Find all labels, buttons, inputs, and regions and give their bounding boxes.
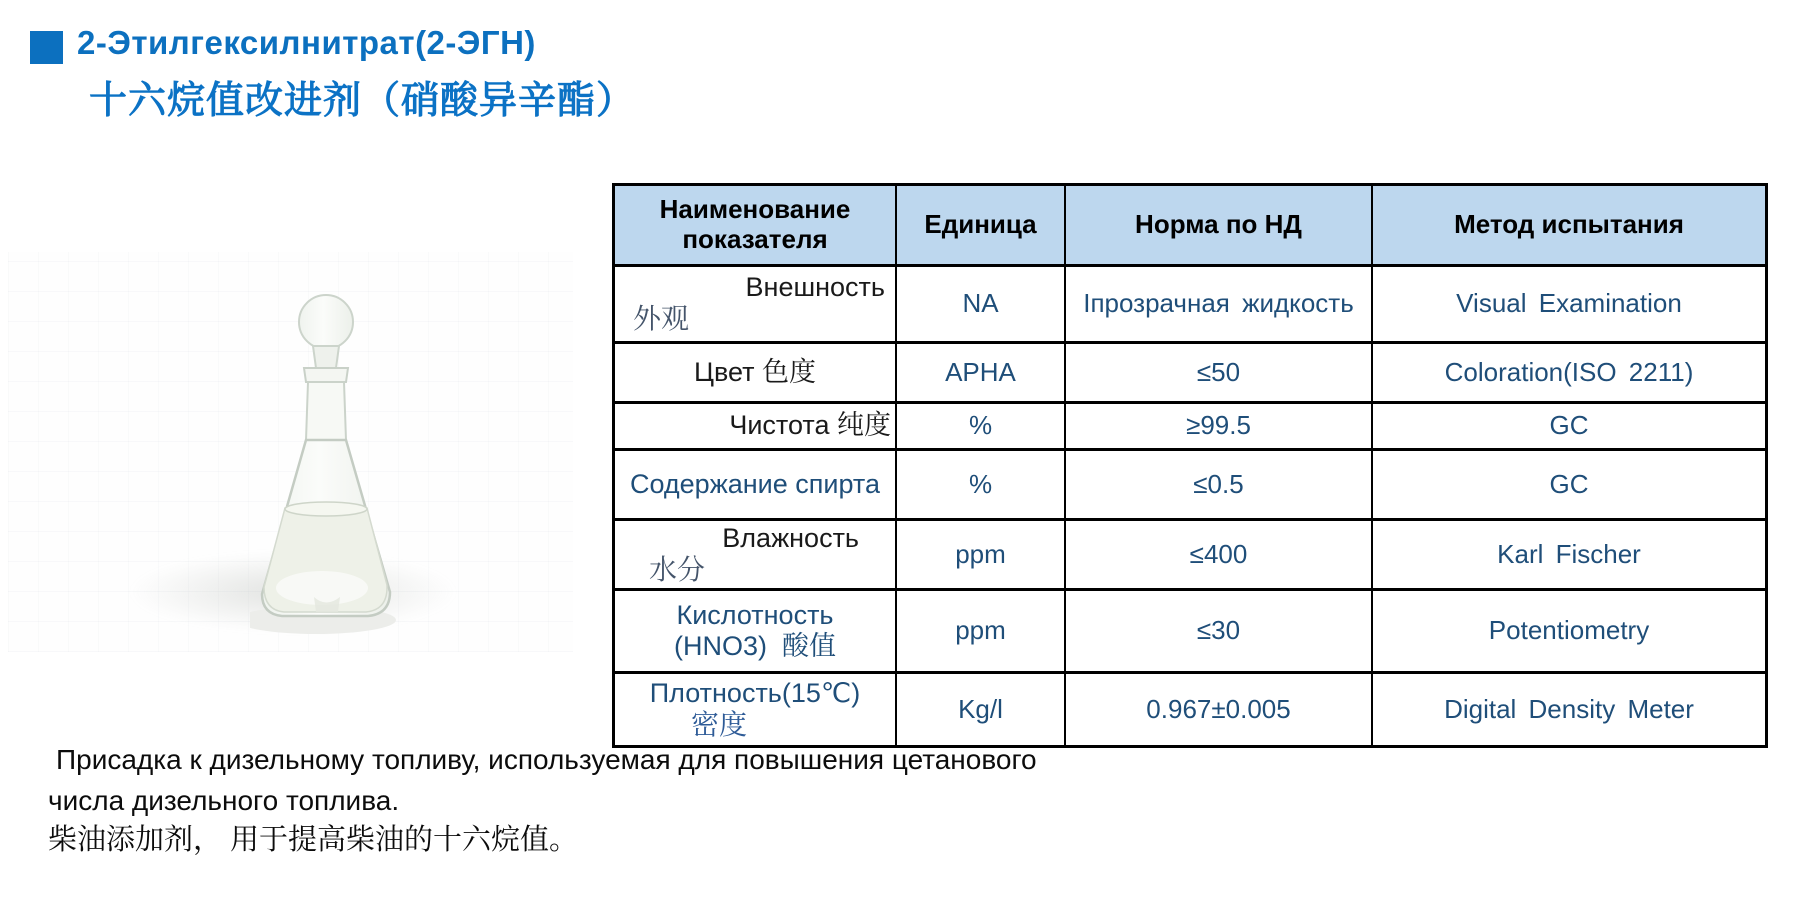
row-alcohol-norm: ≤0.5 [1066, 451, 1373, 521]
row-density-name [615, 674, 897, 745]
spec-table [612, 183, 1768, 748]
description-russian: Присадка к дизельному топливу, используемая для повышения цетанового числа дизельного топлива. [48, 744, 1037, 816]
indicator-ru: Кислотность [676, 599, 834, 630]
row-alcohol-unit: % [897, 451, 1066, 521]
col-header-method: Метод испытания [1373, 186, 1765, 267]
row-appearance-norm: Iпрозрачная жидкость [1066, 267, 1373, 344]
indicator-zh: 密度 [691, 708, 748, 740]
row-moisture-name [615, 521, 897, 591]
row-acidity-name [615, 591, 897, 674]
flask-icon [250, 282, 400, 642]
row-alcohol-name [615, 451, 897, 521]
indicator-ru: Плотность(15℃) [649, 677, 861, 708]
row-appearance-method: Visual Examination [1373, 267, 1765, 344]
row-purity-method: GC [1373, 404, 1765, 451]
col-header-indicator: Наименование показателя [615, 186, 897, 267]
row-acidity-method: Potentiometry [1373, 591, 1765, 674]
col-header-unit: Единица [897, 186, 1066, 267]
row-color-unit: APHA [897, 344, 1066, 404]
indicator-ru: Чистота 纯度 [729, 410, 891, 441]
row-acidity-norm: ≤30 [1066, 591, 1373, 674]
row-moisture-method: Karl Fischer [1373, 521, 1765, 591]
indicator-zh: 水分 [649, 553, 706, 585]
col-header-norm: Норма по НД [1066, 186, 1373, 267]
row-moisture-norm: ≤400 [1066, 521, 1373, 591]
blue-square-bullet-icon [30, 31, 63, 64]
indicator-ru: Влажность [722, 522, 859, 553]
indicator-ru: Внешность [745, 272, 885, 303]
indicator-zh: 外观 [633, 303, 690, 335]
row-appearance-name [615, 267, 897, 344]
row-density-unit: Kg/l [897, 674, 1066, 745]
row-purity-norm: ≥99.5 [1066, 404, 1373, 451]
row-purity-unit: % [897, 404, 1066, 451]
row-purity-name [615, 404, 897, 451]
indicator-ru-zh: (HNO3) 酸值 [674, 631, 836, 661]
page-title-russian: 2-Этилгексилнитрат(2-ЭГН) [77, 24, 536, 61]
row-alcohol-method: GC [1373, 451, 1765, 521]
row-density-method: Digital Density Meter [1444, 693, 1694, 724]
indicator-ru: Содержание спирта [629, 468, 880, 499]
description-chinese: 柴油添加剂， 用于提高柴油的十六烷值。 [48, 824, 579, 856]
row-appearance-unit: NA [897, 267, 1066, 344]
product-photo [8, 252, 573, 652]
row-color-norm: ≤50 [1066, 344, 1373, 404]
row-color-method: Coloration(ISO 2211) [1373, 344, 1765, 404]
row-density-norm: 0.967±0.005 [1066, 674, 1373, 745]
row-color-name [615, 344, 897, 404]
row-moisture-unit: ppm [897, 521, 1066, 591]
indicator-ru: Цвет 色度 [693, 356, 816, 387]
page-title-chinese: 十六烷值改进剂（硝酸异辛酯） [89, 80, 636, 122]
row-acidity-unit: ppm [897, 591, 1066, 674]
